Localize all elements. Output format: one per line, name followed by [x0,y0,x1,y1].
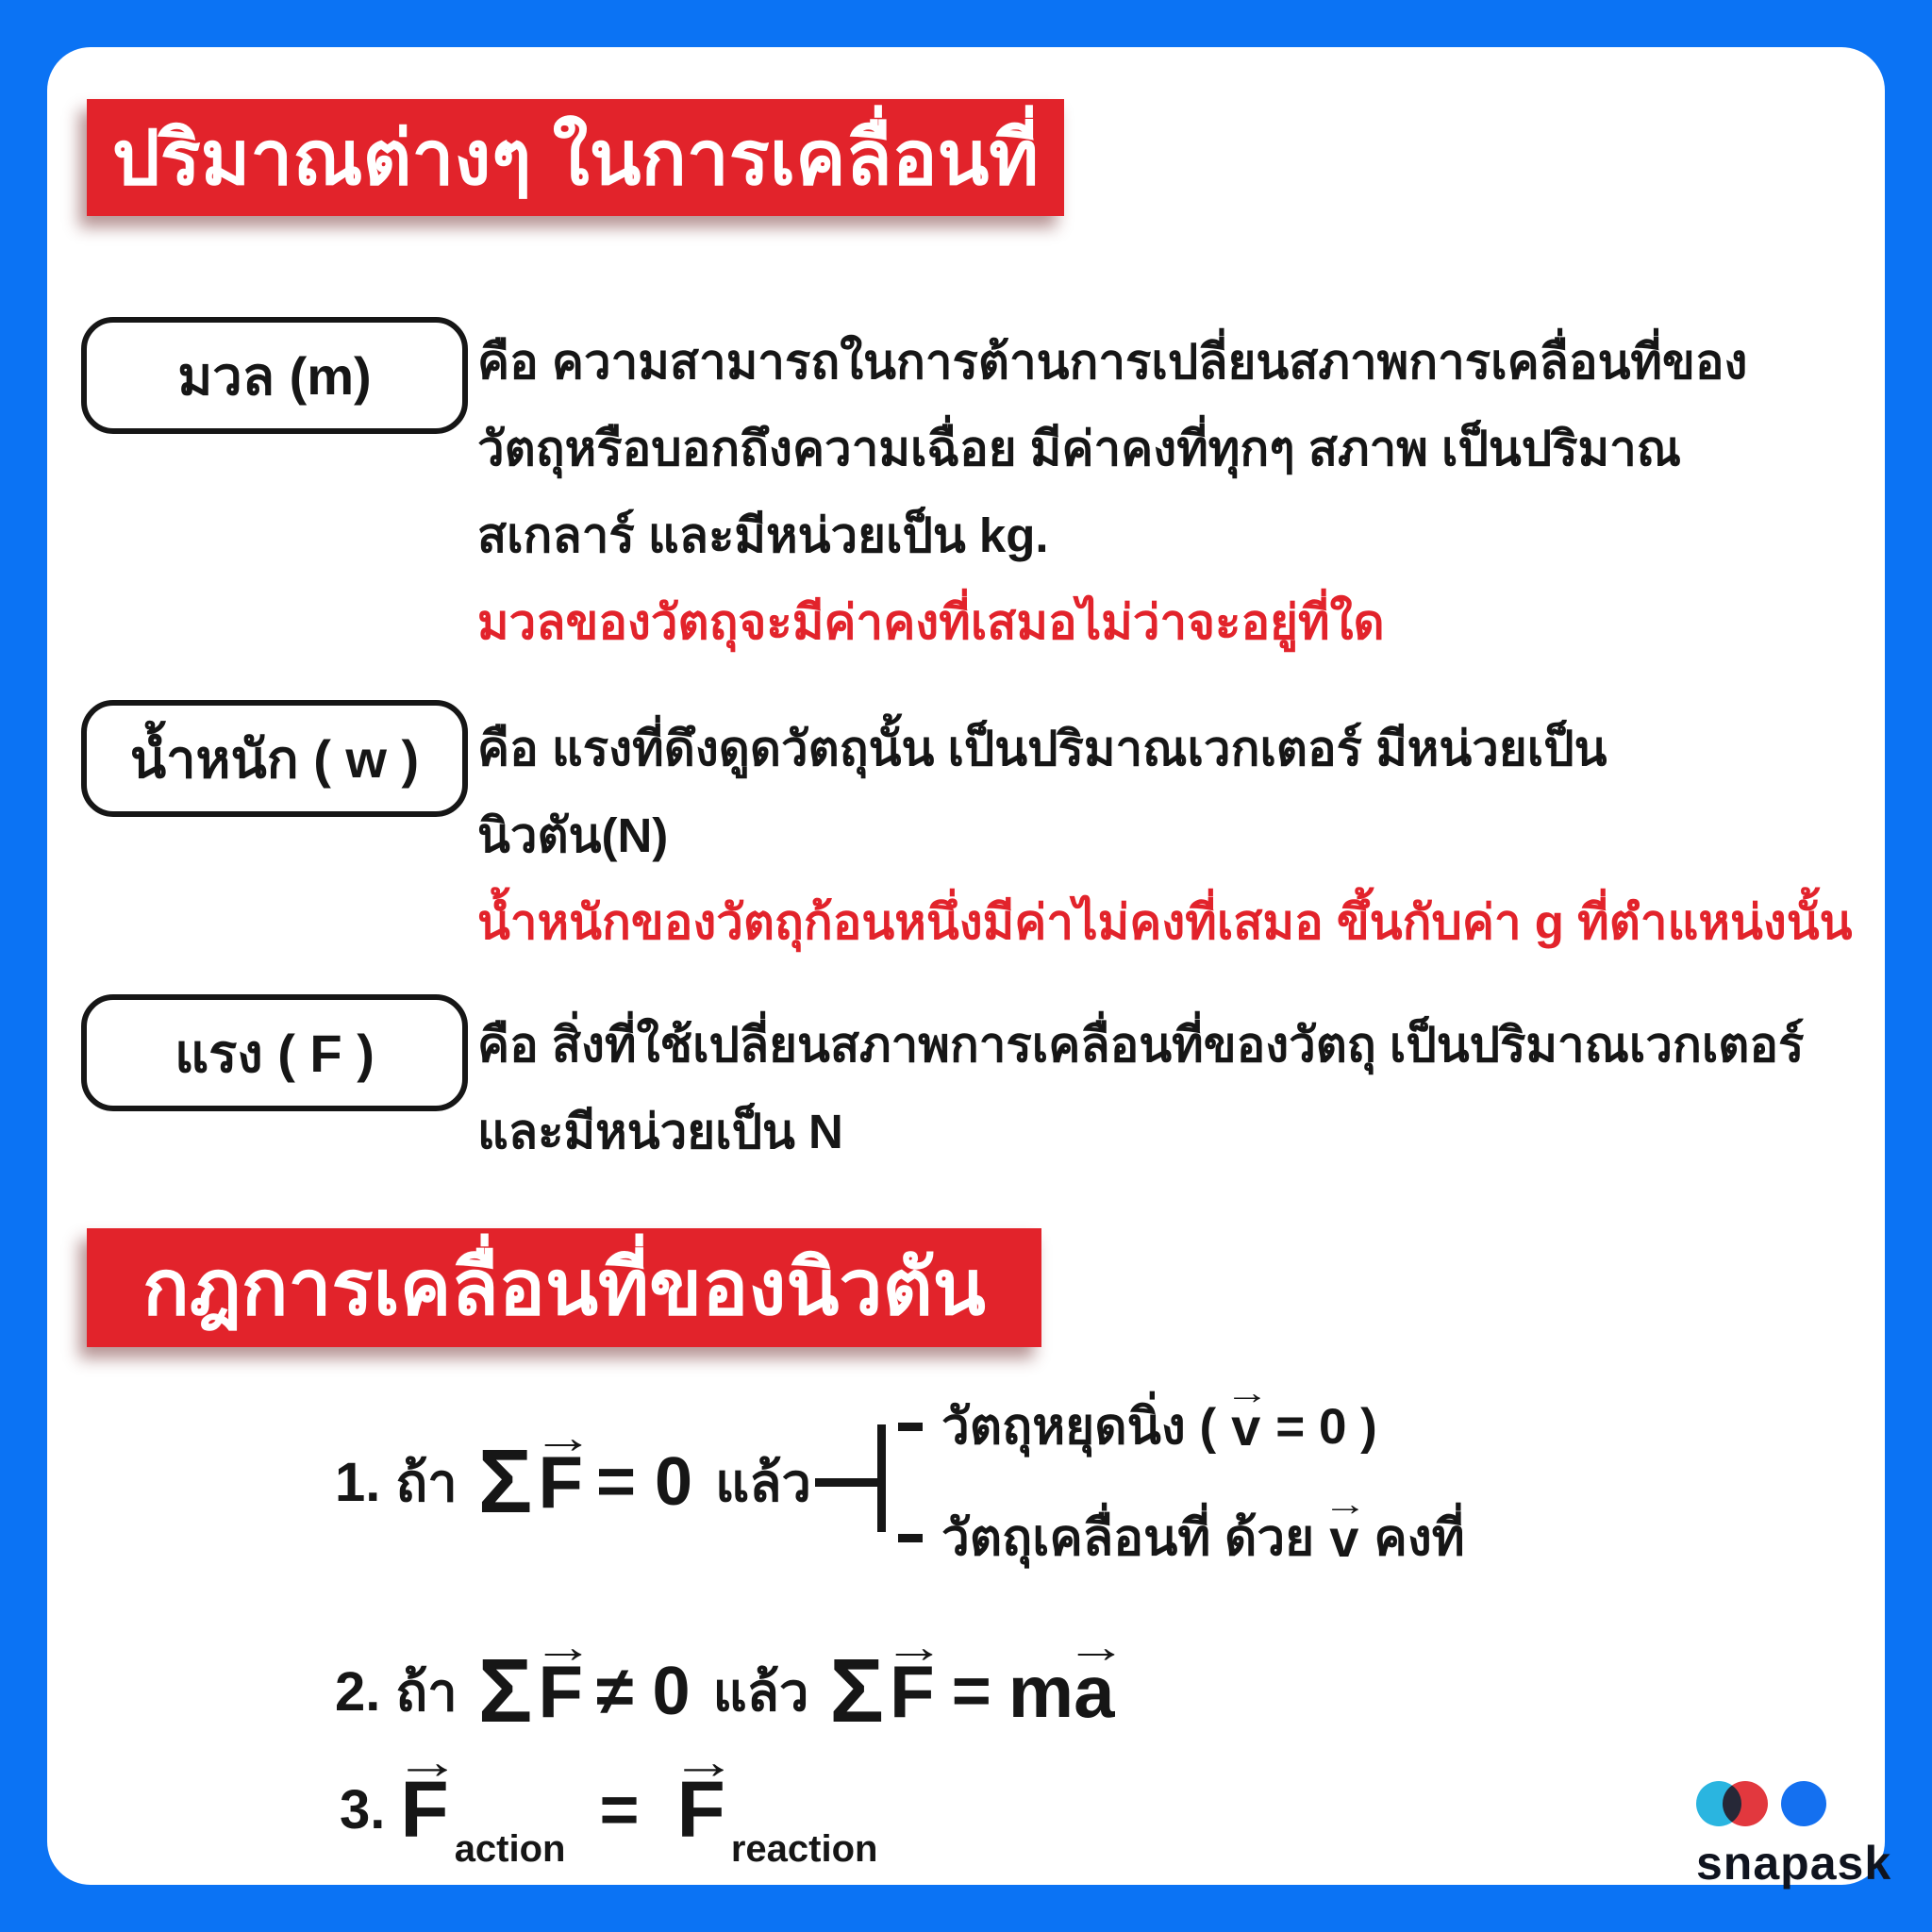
law2-then-word: แล้ว [712,1661,809,1722]
newton-heading: กฎการเคลื่อนที่ของนิวตัน [142,1245,986,1331]
term-box-weight [81,700,468,817]
law2-number: 2. [335,1660,381,1723]
term-box-force [81,994,468,1111]
acceleration-vector-symbol: a → [1074,1649,1114,1735]
term-label-force: แรง ( F ) [175,1023,375,1083]
law1-branch-rest [898,1387,1465,1466]
newton-law-1 [335,1387,1465,1577]
velocity-vector-symbol: v → [1231,1396,1260,1457]
law2-rhs: ≠ 0 [596,1654,691,1729]
branch-move-text: วัตถุเคลื่อนที่ ด้วย [941,1510,1315,1566]
snapask-wordmark: snapask [1696,1837,1892,1890]
action-subscript: action [454,1828,566,1870]
main-title-banner [87,99,1064,216]
branch-rest-end: = 0 ) [1275,1398,1377,1455]
force-action-symbol: F → [400,1764,448,1856]
equals-sign: = [599,1772,640,1848]
law1-branch-constant-velocity [898,1498,1465,1577]
weight-line-2: นิวตัน(N) [477,808,669,862]
force-vector-symbol: F → [890,1649,935,1735]
logo-circle-blue [1781,1781,1826,1826]
force-vector-symbol: F → [538,1649,583,1735]
law1-branches [877,1387,1465,1577]
mass-note-red: มวลของวัตถุจะมีค่าคงที่เสมอไม่ว่าจะอยู่ที่ใด [477,595,1385,649]
term-box-mass [81,317,468,434]
branch-move-end: คงที่ [1374,1510,1465,1566]
term-label-mass: มวล (m) [177,345,372,406]
logo-circle-red [1723,1781,1768,1826]
reaction-subscript: reaction [730,1828,878,1870]
snapask-logo-icon [1696,1781,1828,1830]
law1-then-word: แล้ว [715,1452,811,1512]
law1-formula [458,1431,715,1532]
law1-number: 1. [335,1451,381,1513]
velocity-vector-symbol: v → [1329,1507,1358,1569]
law3-number: 3. [340,1779,386,1840]
newton-law-3 [340,1764,878,1870]
description-force [477,1002,1804,1175]
branch-rest-text: วัตถุหยุดนิ่ง ( [941,1399,1217,1455]
content-card [47,47,1892,1890]
force-line-2: และมีหน่วยเป็น N [477,1105,843,1158]
mass-symbol: m [1008,1649,1074,1733]
law3-formula [400,1764,878,1870]
sigma-symbol: Σ [477,1641,533,1741]
description-weight [477,706,1852,966]
sigma-symbol: Σ [829,1641,885,1741]
term-label-weight: น้ำหนัก ( w ) [129,728,420,789]
law1-rhs: = 0 [596,1444,693,1520]
mass-line-2: วัตถุหรือบอกถึงความเฉื่อย มีค่าคงที่ทุกๆ สภาพ เป็นปริมาณ [477,422,1682,475]
equals-sign: = [951,1654,991,1729]
law2-result-formula [808,1641,1115,1741]
snapask-logo [1696,1781,1891,1890]
newton-heading-banner [87,1228,1041,1347]
description-mass [477,319,1747,666]
sigma-symbol: Σ [477,1431,533,1532]
main-title: ปริมาณต่างๆ ในการเคลื่อนที่ [111,115,1040,200]
law2-if-word: ถ้า [395,1661,458,1722]
weight-note-red: น้ำหนักของวัตถุก้อนหนึ่งมีค่าไม่คงที่เสมอ ขึ้นกับค่า g ที่ตำแหน่งนั้น [477,895,1853,949]
bracket-connector-line [815,1478,877,1487]
weight-line-1: คือ แรงที่ดึงดูดวัตถุนั้น เป็นปริมาณเวกเตอร์ มีหน่วยเป็น [477,722,1607,775]
mass-line-3: สเกลาร์ และมีหน่วยเป็น kg. [477,508,1049,562]
force-reaction-symbol: F → [677,1764,725,1856]
law2-condition-formula [458,1641,713,1741]
law1-if-word: ถ้า [395,1452,458,1512]
force-vector-symbol: F → [538,1440,583,1525]
newton-law-2 [335,1641,1115,1741]
mass-line-1: คือ ความสามารถในการต้านการเปลี่ยนสภาพการเคลื่อนที่ของ [477,335,1748,389]
force-line-1: คือ สิ่งที่ใช้เปลี่ยนสภาพการเคลื่อนที่ของวัตถุ เป็นปริมาณเวกเตอร์ [477,1018,1805,1072]
